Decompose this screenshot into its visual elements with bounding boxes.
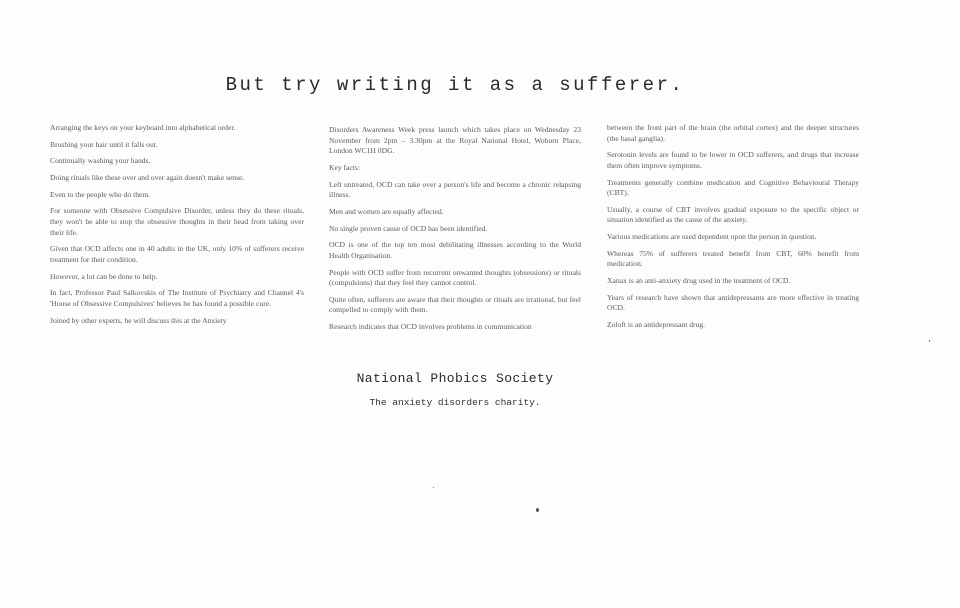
paragraph: Serotonin levels are found to be lower in OCD sufferers, and drugs that increase them often improve symptoms. xyxy=(607,150,859,170)
organisation-name: National Phobics Society xyxy=(356,371,554,386)
paragraph: Xanax is an anti-anxiety drug used in the treatment of OCD. xyxy=(607,276,791,286)
body-column-1 xyxy=(50,123,304,332)
paragraph: Joined by other experts, he will discuss this at the Anxiety xyxy=(50,315,227,325)
paragraph: Various medications are used dependent upon the person in question. xyxy=(607,232,817,242)
paragraph: Zoloft is an antidepressant drug. xyxy=(607,320,706,330)
paragraph: In fact, Professor Paul Salkovskis of The Institute of Psychiatry and Channel 4's 'House of Obsessive Compulsives' believes he has found a possible cure. xyxy=(50,288,304,308)
print-speck xyxy=(929,340,930,342)
paragraph: Brushing your hair until it falls out. xyxy=(50,139,158,149)
paragraph: OCD is one of the top ten most debilitating illnesses according to the World Health Organisation. xyxy=(329,240,581,260)
paragraph: No single proven cause of OCD has been identified. xyxy=(329,223,488,233)
paragraph: between the front part of the brain (the orbital cortex) and the deeper structures (the basal ganglia). xyxy=(607,123,859,143)
paragraph: Given that OCD affects one in 40 adults in the UK, only 10% of sufferers receive treatment for their condition. xyxy=(50,244,304,264)
paragraph: However, a lot can be done to help. xyxy=(50,271,158,281)
print-speck xyxy=(536,508,539,512)
paragraph: Continually washing your hands. xyxy=(50,156,151,166)
paragraph: Treatments generally combine medication and Cognitive Behavioural Therapy (CBT). xyxy=(607,177,859,198)
paragraph: People with OCD suffer from recurrent unwanted thoughts (obsessions) or rituals (compulsions) that they feel they cannot control. xyxy=(329,267,581,288)
headline: But try writing it as a sufferer. xyxy=(225,74,685,96)
paragraph: Research indicates that OCD involves problems in communication xyxy=(329,322,532,332)
paragraph: For someone with Obsessive Compulsive Disorder, unless they do these rituals, they won't be able to stop the obsessive thoughts in their head from taking over their life. xyxy=(50,206,304,237)
paragraph: Left untreated, OCD can take over a person's life and become a chronic relapsing illness. xyxy=(329,179,581,200)
organisation-tagline: The anxiety disorders charity. xyxy=(369,397,541,408)
paragraph: Years of research have shown that antidepressants are more effective in treating OCD. xyxy=(607,292,859,313)
paragraph: Usually, a course of CBT involves gradual exposure to the specific object or situation identified as the cause of the anxiety. xyxy=(607,204,859,225)
paragraph: Doing rituals like these over and over again doesn't make sense. xyxy=(50,173,245,183)
paragraph: Whereas 75% of sufferers treated benefit from CBT, 60% benefit from medication. xyxy=(607,248,859,269)
paragraph: Men and women are equally affected. xyxy=(329,206,444,216)
body-column-3 xyxy=(607,123,859,337)
paragraph: Even to the people who do them. xyxy=(50,189,151,199)
paragraph: Disorders Awareness Week press launch which takes place on Wednesday 23 November from 2pm – 3.30pm at the Royal National Hotel, Woburn Place, London WC1H 0DG. xyxy=(329,125,581,156)
print-speck xyxy=(433,487,434,488)
paragraph: Arranging the keys on your keyboard into alphabetical order. xyxy=(50,123,236,132)
paragraph: Key facts: xyxy=(329,162,360,172)
body-column-2 xyxy=(329,125,581,339)
paragraph: Quite often, sufferers are aware that their thoughts or rituals are irrational, but feel compelled to comply with them. xyxy=(329,294,581,315)
